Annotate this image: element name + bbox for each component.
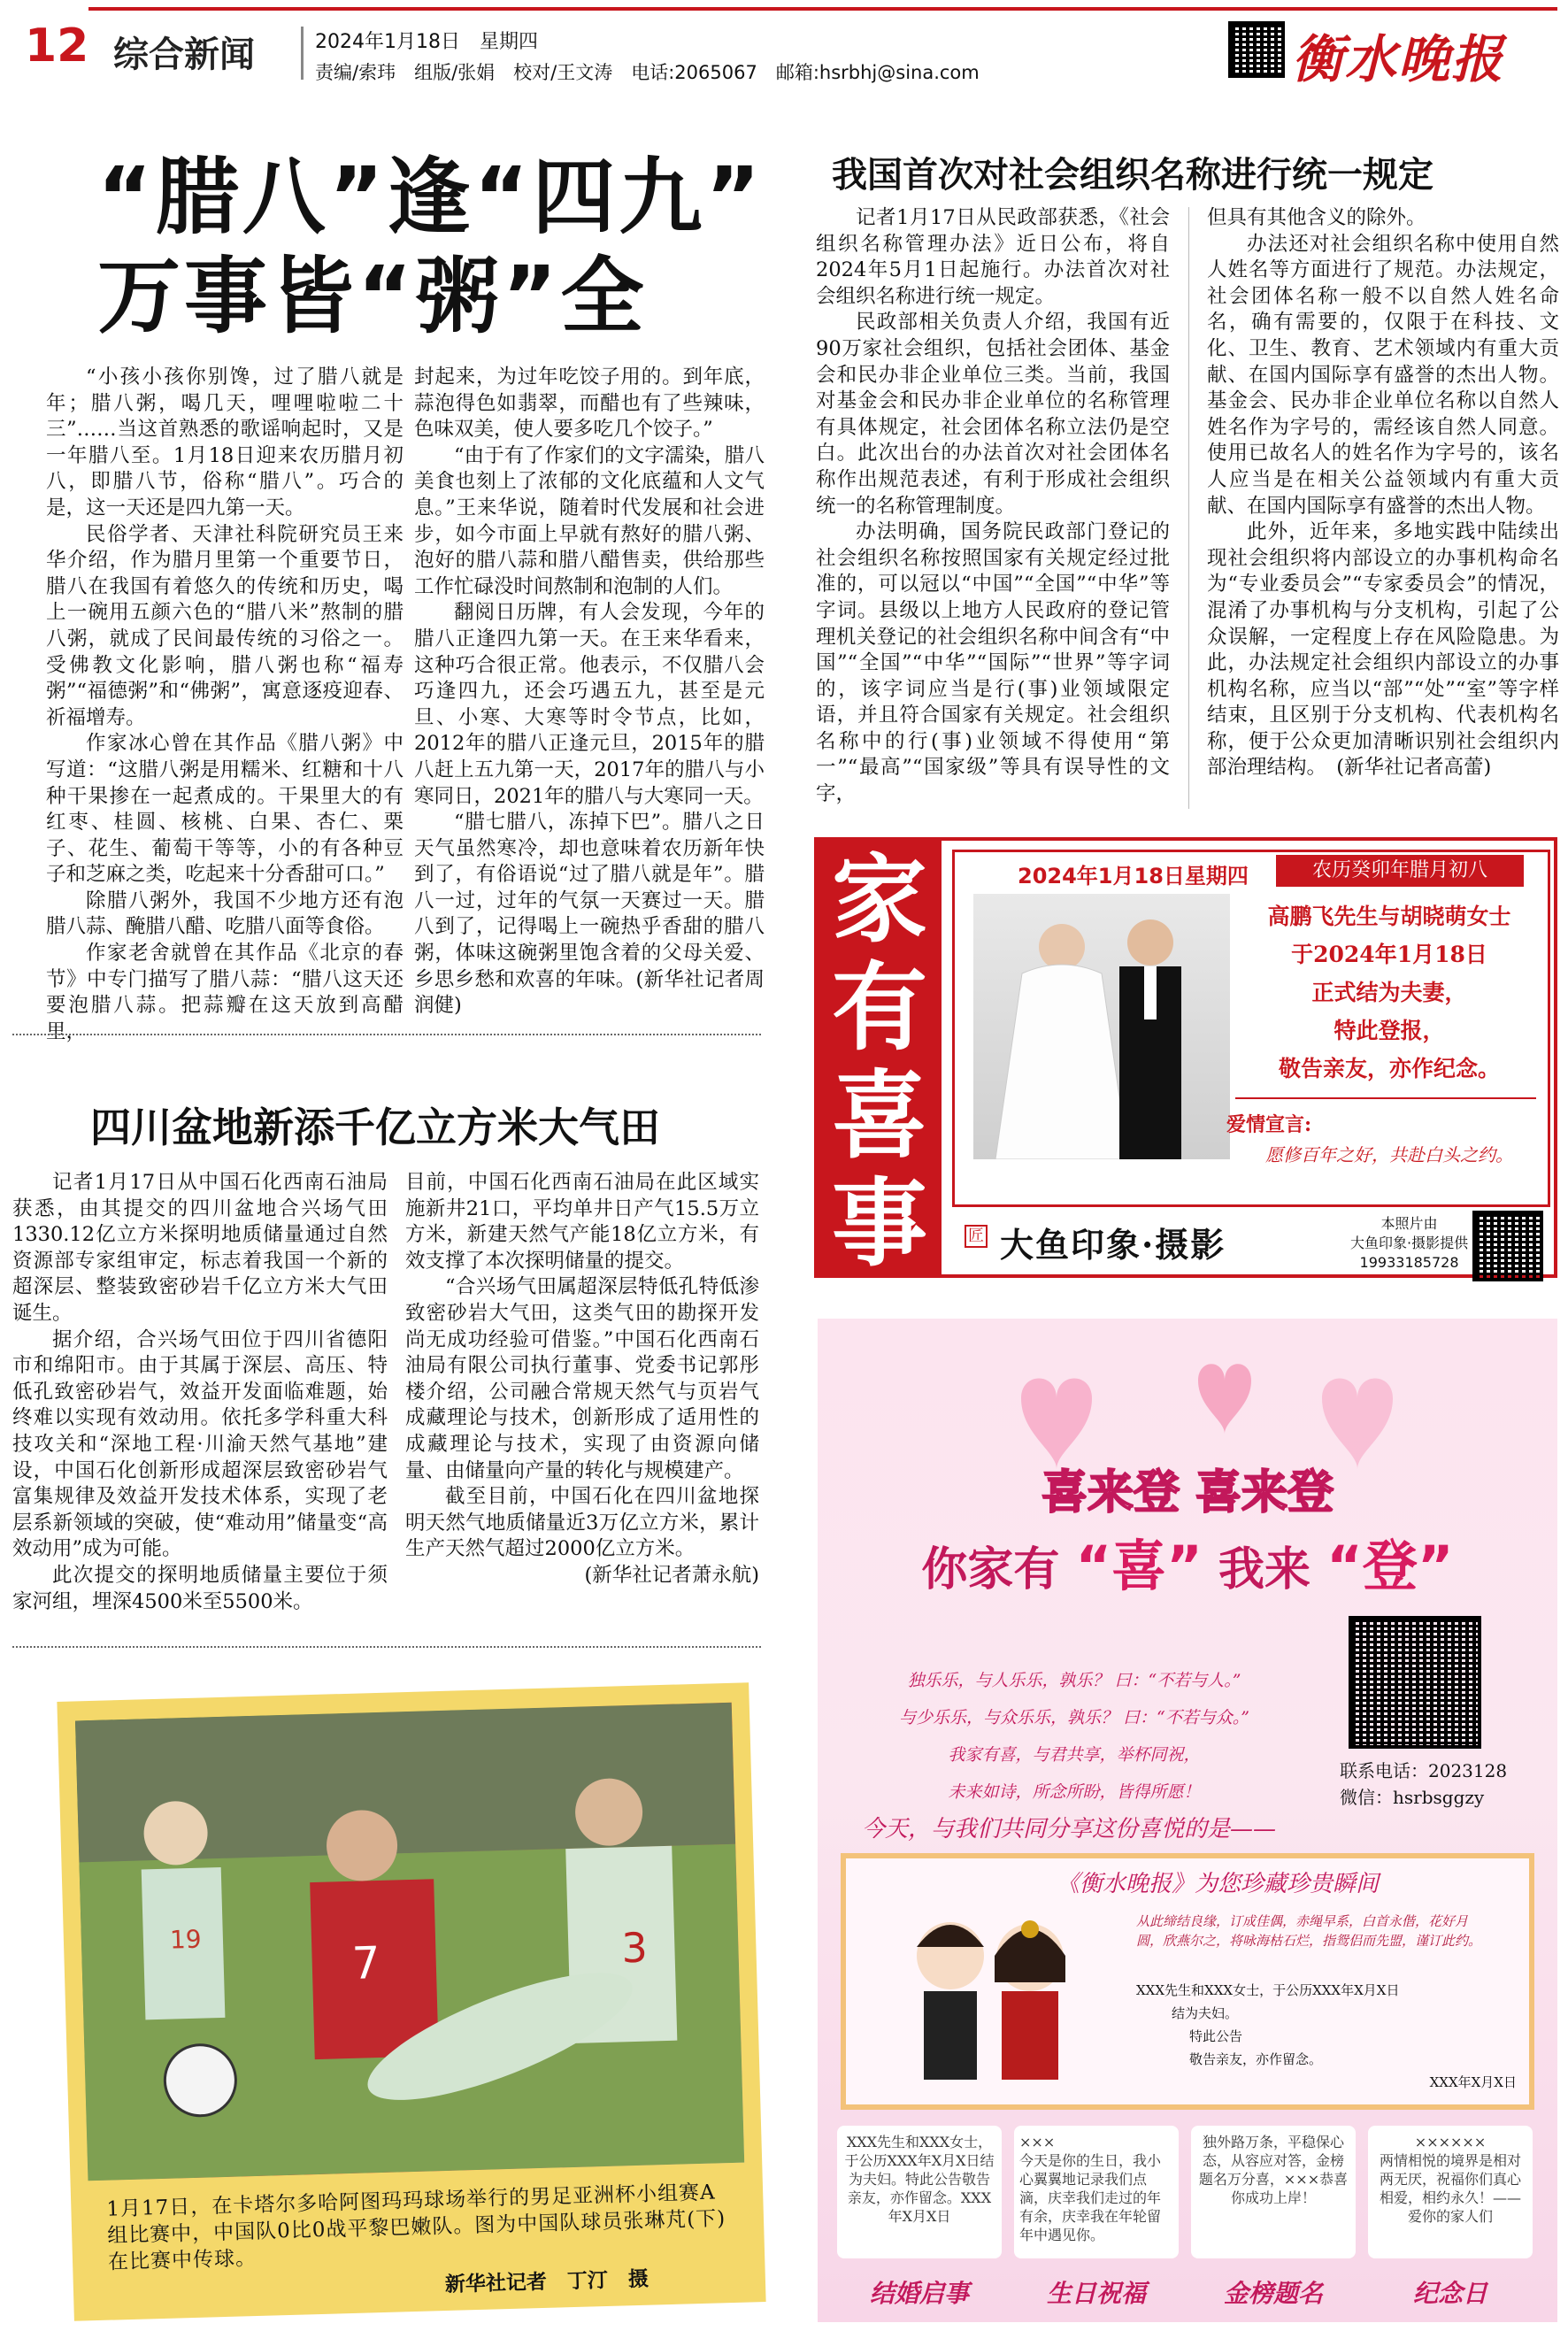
article-laba-headline: “腊八”逢“四九” 万事皆“粥”全 [97,150,765,345]
divider [1235,1097,1536,1099]
svg-text:3: 3 [620,1923,649,1973]
svg-text:19: 19 [169,1924,203,1955]
advert-label-exam: 金榜题名 [1223,2279,1323,2308]
vow-text: 愿修百年之好，共赴白头之约。 [1265,1144,1513,1166]
football-photo-frame [57,1682,765,2321]
wedding-date: 2024年1月18日星期四 [1018,864,1249,889]
advert-card-wedding: XXX先生和XXX女士，于公历XXX年X月X日结为夫妇。特此公告敬告亲友，亦作留念。XXX年X月X日 [837,2126,1002,2258]
couple-cartoon-icon [888,1903,1092,2080]
qr-code-icon [1349,1616,1481,1749]
advert-poem: 从此缔结良缘，订成佳偶，赤绳早系，白首永偕，花好月圆，欣燕尔之，将咏海枯石烂，指鸳侣而先盟，谨订此约。 [1136,1913,1482,1949]
advert-contact: 联系电话：2023128 微信：hsrbsggzy [1340,1760,1508,1808]
advert-subtitle: 你家有 “喜” 我来 “登” [921,1534,1454,1598]
advert-verse: 独乐乐，与人乐乐，孰乐？ 曰：“不若与人。” 与少乐乐，与众乐乐，孰乐？ 曰：“不若与众。” 我家有喜，与君共享，举杯同祝， 未来如诗，所念所盼，皆得所愿！ [899,1671,1249,1802]
advert-label-wedding: 结婚启事 [869,2279,969,2308]
article-laba-col2: 封起来，为过年吃饺子用的。到年底，蒜泡得色如翡翠，而醋也有了些辣味，色味双美，使人要多吃几个饺子。” “由于有了作家们的文字濡染，腊八美食也刻上了浓郁的文化底蕴和人文气息。”王来华说，随着时代发展和社会进步，如今市面上早就有熬好的腊八粥、泡好的腊八蒜和腊八醋售卖，供给那些工作忙碌没时间熬制和泡制的人们。 翻阅日历牌，有人会发现，今年的腊八正逢四九第一天。在王来华看来，这种巧合很正常。他表示，不仅腊八会巧逢四九，还会巧遇五九，甚至是元旦、小寒、大寒等时令节点，比如，2012年的腊八正逢元旦，2015年的腊八赶上五九第一天，2017年的腊八与小寒同日，2021年的腊八与大寒同一天。 “腊七腊八，冻掉下巴”。腊八之日天气虽然寒冷，却也意味着农历新年快到了，有俗语说“过了腊八就是年”。腊八一过，过年的气氛一天赛过一天。腊八到了，记得喝上一碗热乎香甜的腊八粥，体味这碗粥里饱含着的父母关爱、乡思乡愁和欢喜的年味。(新华社记者周润健) [414,365,765,1018]
photo-caption: 1月17日，在卡塔尔多哈阿图玛玛球场举行的男足亚洲杯小组赛A组比赛中，中国队0比0战平黎巴嫩队。图为中国队球员张琳芃(下)在比赛中传球。 [106,2181,726,2274]
advert-panel [818,1319,1557,2322]
divider [12,1034,761,1035]
studio-name: 大鱼印象·摄影 [1000,1225,1226,1265]
advert-sample-notice: XXX先生和XXX女士，于公历XXX年X月X日 结为夫妇。 特此公告 敬告亲友，亦作留念。 XXX年X月X日 [1136,1982,1517,2090]
vow-label: 爱情宣言: [1226,1113,1312,1136]
article-gasfield-col2: 目前，中国石化西南石油局在此区域实施新井21口，平均单井日产气15.5万立方米，新建天然气产能18亿立方米，有效支撑了本次探明储量的提交。 “合兴场气田属超深层特低孔特低渗致密砂岩大气田，这类气田的勘探开发尚无成功经验可借鉴。”中国石化西南石油局有限公司执行董事、党委书记郭彤楼介绍，公司融合常规天然气与页岩气成藏理论与技术，创新形成了适用性的成藏理论与技术，实现了由资源向储量、由储量向产量的转化与规模建产。 截至目前，中国石化在四川盆地探明天然气地质储量近3万亿立方米，累计生产天然气超过2000亿立方米。 (新华社记者萧永航) [405,1171,759,1587]
article-laba-col1: “小孩小孩你别馋，过了腊八就是年；腊八粥，喝几天，哩哩啦啦二十三”……当这首熟悉的歌谣响起时，又是一年腊八至。1月18日迎来农历腊月初八，即腊八节，俗称“腊八”。巧合的是，这一天还是四九第一天。 民俗学者、天津社科院研究员王来华介绍，作为腊月里第一个重要节日，腊八在我国有着悠久的传统和历史，喝上一碗用五颜六色的“腊八米”熬制的腊八粥，就成了民间最传统的习俗之一。受佛教文化影响，腊八粥也称“福寿粥”“福德粥”和“佛粥”，寓意逐疫迎春、祈福增寿。 作家冰心曾在其作品《腊八粥》中写道：“这腊八粥是用糯米、红糖和十八种干果掺在一起煮成的。干果里大的有红枣、桂圆、核桃、白果、杏仁、栗子、花生、葡萄干等等，小的有各种豆子和芝麻之类，吃起来十分香甜可口。” 除腊八粥外，我国不少地方还有泡腊八蒜、醃腊八醋、吃腊八面等食俗。 作家老舍就曾在其作品《北京的春节》中专门描写了腊八蒜：“腊八这天还要泡腊八蒜。把蒜瓣在这天放到高醋里， [46,365,404,1043]
article-naming-headline: 我国首次对社会组织名称进行统一规定 [832,155,1433,196]
article-gasfield-headline: 四川盆地新添千亿立方米大气田 [90,1104,660,1151]
divider [12,1646,761,1648]
advert-frame-title: 《衡水晚报》为您珍藏珍贵瞬间 [1057,1871,1380,1897]
header-divider [301,27,304,80]
advert-card-birthday: ××× 今天是你的生日，我小心翼翼地记录我们点滴，庆幸我们走过的年有余，庆幸我在年轮留年中遇见你。 [1014,2126,1179,2258]
page-number: 12 [25,19,89,73]
article-naming-col1: 记者1月17日从民政部获悉，《社会组织名称管理办法》近日公布，将自2024年5月1日起施行。办法首次对社会组织名称进行统一规定。 民政部相关负责人介绍，我国有近90万家社会组织，包括社会团体、基金会和民办非企业单位三类。当前，我国对基金会和民办非企业单位的名称管理有具体规定，社会团体名称立法仍是空白。此次出台的办法首次对社会团体名称作出规范表述，有利于形成社会组织统一的名称管理制度。 办法明确，国务院民政部门登记的社会组织名称按照国家有关规定经过批准的，可以冠以“中国”“全国”“中华”等字词。县级以上地方人民政府的登记管理机关登记的社会组织名称中间含有“中国”“全国”“中华”“国际”“世界”等字词的，该字词应当是行(事)业领域限定语，并且符合国家有关规定。社会组织名称中的行(事)业领域不得使用“第一”“最高”“国家级”等具有误导性的文字， [816,206,1170,806]
column-divider [1188,207,1189,809]
newspaper-logo: 衡水晚报 [1292,29,1505,89]
studio-credit: 本照片由 大鱼印象·摄影提供 19933185728 [1350,1215,1469,1271]
advert-card-exam: 独外路万条，平稳保心态，从容应对答，金榜题名万分喜，×××恭喜你成功上岸！ [1191,2126,1356,2258]
qr-code-icon [1472,1211,1543,1281]
header-staff: 责编/索玮 组版/张娟 校对/王文涛 电话:2065067 邮箱:hsrbhj@sina.com [315,62,980,83]
article-gasfield-col1: 记者1月17日从中国石化西南石油局获悉，由其提交的四川盆地合兴场气田1330.12亿立方米探明地质储量通过自然资源部专家组审定，标志着我国一个新的超深层、整装致密砂岩千亿立方米大气田诞生。 据介绍，合兴场气田位于四川省德阳市和绵阳市。由于其属于深层、高压、特低孔致密砂岩气，效益开发面临难题，始终难以实现有效动用。依托多学科重大科技攻关和“深地工程·川渝天然气基地”建设，中国石化创新形成超深层致密砂岩气富集规律及效益开发技术体系，实现了老层系新领域的突破，使“难动用”储量变“高效动用”成为可能。 此次提交的探明地质储量主要位于须家河组，埋深4500米至5500米。 [12,1171,388,1613]
wedding-couple-photo [973,894,1230,1159]
advert-share-line: 今天，与我们共同分享这份喜悦的是—— [862,1816,1277,1842]
photo-credit: 新华社记者 丁汀 摄 [444,2266,649,2297]
studio-seal-icon: 匠 [965,1225,988,1248]
section-title: 综合新闻 [113,35,255,75]
qr-code-icon [1228,21,1285,78]
advert-title: 喜来登 喜来登 [1041,1466,1334,1519]
advert-label-anniversary: 纪念日 [1412,2279,1487,2308]
wedding-notice-side-title: 家有喜事 [818,841,942,1274]
advert-card-anniversary: ×××××× 两情相悦的境界是相对两无厌，祝福你们真心相爱，相约永久！——爱你的家人们 [1368,2126,1533,2258]
football-photo [75,1703,744,2181]
wedding-lunar-date: 农历癸卯年腊月初八 [1276,855,1524,887]
header-rule [88,7,1557,11]
article-naming-col2: 但具有其他含义的除外。 办法还对社会组织名称中使用自然人姓名等方面进行了规范。办法规定，社会团体名称一般不以自然人姓名命名，确有需要的，仅限于在科技、文化、卫生、教育、艺术领域内有重大贡献、在国内国际享有盛誉的杰出人物。基金会、民办非企业单位名称以自然人姓名作为字号的，需经该自然人同意。使用已故名人的姓名作为字号的，该名人应当是在相关公益领域内有重大贡献、在国内国际享有盛誉的杰出人物。 此外，近年来，多地实践中陆续出现社会组织将内部设立的办事机构命名为“专业委员会”“专家委员会”的情况，混淆了办事机构与分支机构，引起了公众误解，一定程度上存在风险隐患。为此，办法规定社会组织内部设立的办事机构名称，应当以“部”“处”“室”等字样结束，且区别于分支机构、代表机构名称，便于公众更加清晰识别社会组织内部治理结构。 (新华社记者高蕾) [1207,206,1559,780]
svg-text:7: 7 [350,1936,381,1989]
header-date: 2024年1月18日 星期四 [315,31,539,53]
advert-label-birthday: 生日祝福 [1046,2279,1146,2308]
wedding-announcement: 高鹏飞先生与胡晓萌女士 于2024年1月18日 正式结为夫妻， 特此登报， 敬告亲友，亦作纪念。 [1267,904,1511,1081]
